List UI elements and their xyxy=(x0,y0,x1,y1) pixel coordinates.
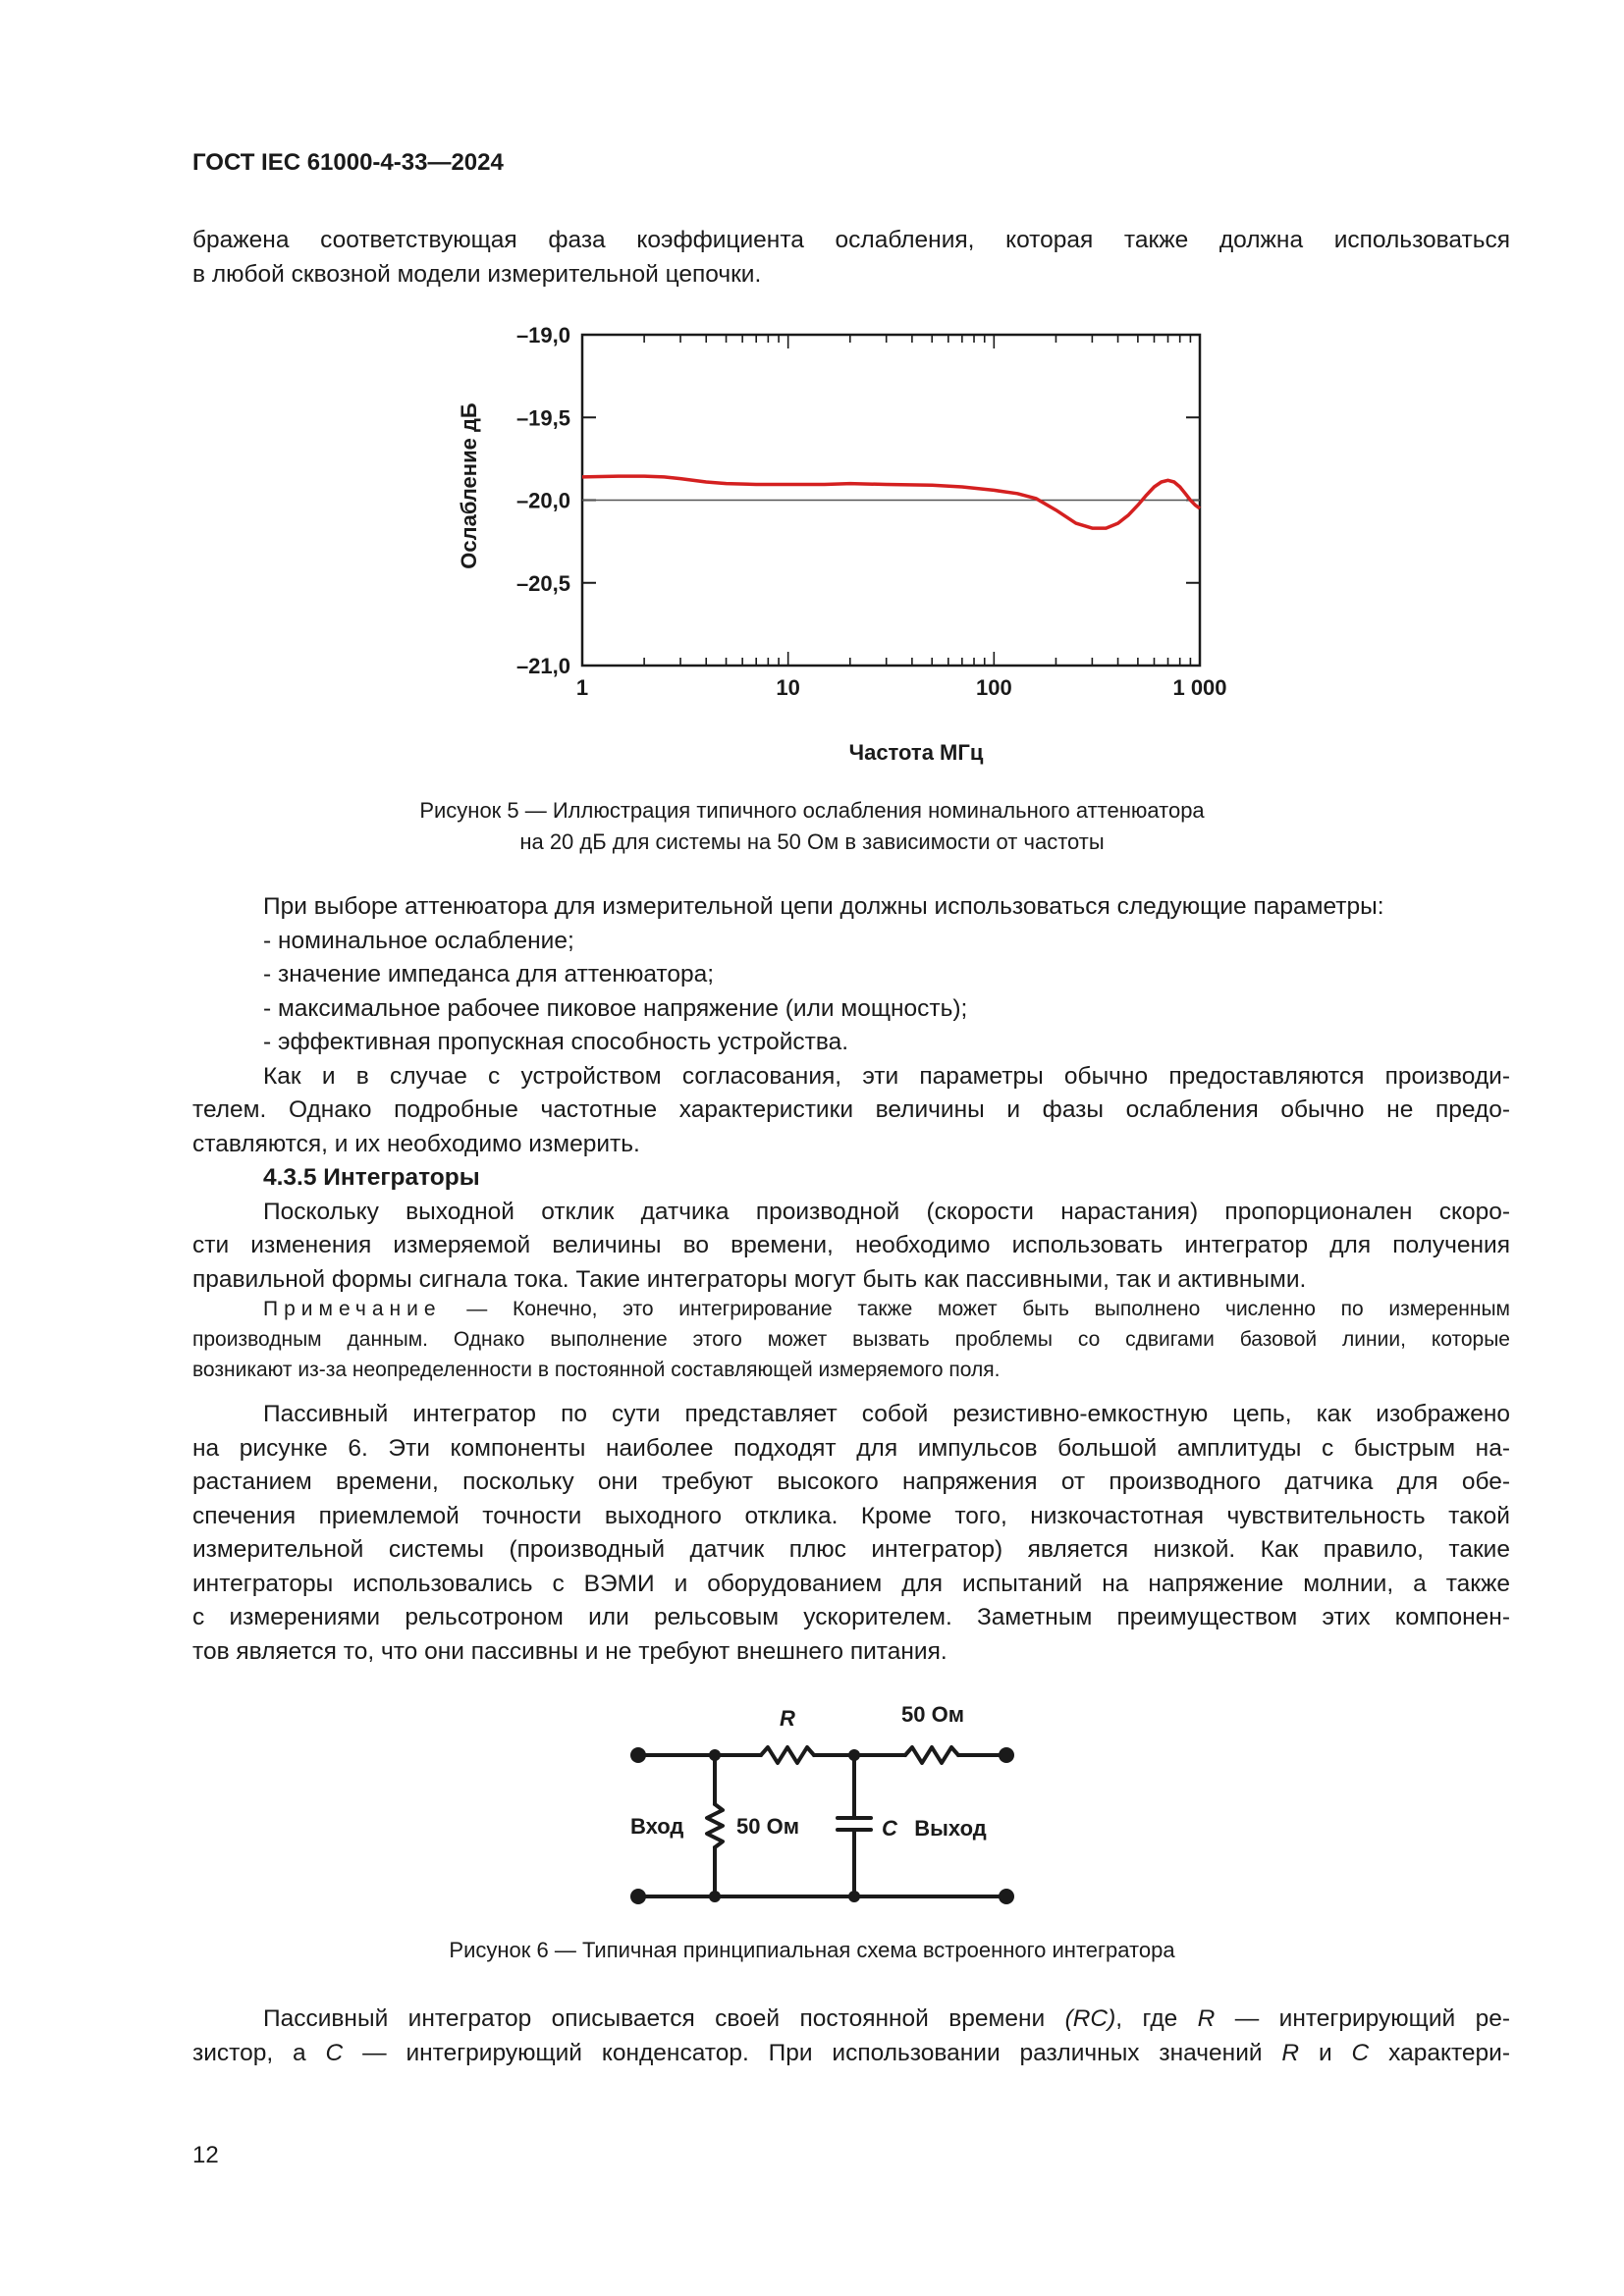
input-terminal xyxy=(630,1747,646,1763)
passive-integrator-paragraph xyxy=(192,1398,1510,1669)
chart-y-axis-label: Ослабление дБ xyxy=(457,402,481,569)
note-label: Примечание xyxy=(263,1298,442,1320)
text-run: , где xyxy=(1115,2005,1198,2032)
input-terminal xyxy=(630,1889,646,1904)
x-tick-label: 1 000 xyxy=(1172,675,1227,700)
text-line: интеграторы использовались с ВЭМИ и оборудованием для испытаний на напряжение молнии, а также xyxy=(192,1570,1510,1597)
x-tick-label: 10 xyxy=(776,675,800,700)
text-line: Поскольку выходной отклик датчика производной (скорости нарастания) пропорционален скоро- xyxy=(263,1198,1510,1225)
junction-dot xyxy=(709,1891,721,1902)
y-tick-label: –19,0 xyxy=(515,323,570,347)
label-c: C xyxy=(882,1816,897,1841)
note-block xyxy=(192,1294,1510,1385)
text-run: — интегрирующий ре- xyxy=(1215,2005,1510,2032)
text-line: бражена соответствующая фаза коэффициента ослабления, которая также должна использоваться xyxy=(192,227,1510,253)
text-line: в любой сквозной модели измерительной цепочки. xyxy=(192,260,762,288)
text-line: с измерениями рельсотроном или рельсовым ускорителем. Заметным преимуществом этих компонен- xyxy=(192,1604,1510,1630)
text-line: Пассивный интегратор по сути представляет собой резистивно-емкостную цепь, как изображено xyxy=(263,1401,1510,1427)
text-line xyxy=(192,2002,1510,2037)
x-tick-label: 100 xyxy=(975,675,1012,700)
y-tick-label: –20,0 xyxy=(515,488,570,513)
y-tick-label: –21,0 xyxy=(515,654,570,678)
chart-x-axis-label: Частота МГц xyxy=(848,740,984,765)
attenuation-chart xyxy=(432,319,1276,771)
note-line: производным данным. Однако выполнение этого может вызвать проблемы со сдвигами базовой линии, которые xyxy=(192,1328,1510,1351)
text-line xyxy=(192,2037,1510,2071)
text-run: и xyxy=(1299,2039,1352,2066)
document-header: ГОСТ IEC 61000-4-33—2024 xyxy=(192,149,504,176)
text-line: растанием времени, поскольку они требуют высокого напряжения от производного датчика для обе- xyxy=(192,1468,1510,1495)
text-run: — интегрирующий конденсатор. При использовании различных значений xyxy=(343,2039,1282,2066)
integrator-circuit-diagram xyxy=(609,1669,1041,1904)
text-line: спечения приемлемой точности выходного отклика. Кроме того, низкочастотная чувствительность такой xyxy=(192,1502,1510,1529)
note-line: возникают из-за неопределенности в постоянной составляющей измеряемого поля. xyxy=(192,1359,1001,1381)
intro-paragraph xyxy=(192,224,1510,292)
text-run: зистор, а xyxy=(192,2039,326,2066)
x-tick-label: 1 xyxy=(575,675,589,700)
text-line: телем. Однако подробные частотные характеристики величины и фазы ослабления обычно не предо- xyxy=(192,1096,1510,1123)
junction-dot xyxy=(709,1749,721,1761)
list-item: - значение импеданса для аттенюатора; xyxy=(263,961,715,988)
text-run: Пассивный интегратор описывается своей постоянной времени xyxy=(263,2005,1065,2032)
chart-series xyxy=(582,476,1200,528)
resistor-50-out-symbol xyxy=(905,1747,958,1763)
y-tick-label: –20,5 xyxy=(515,570,570,596)
text-run: характери- xyxy=(1369,2039,1510,2066)
label-50-ohm-output: 50 Ом xyxy=(901,1702,964,1727)
note-text: — Конечно, это интегрирование также может быть выполнено численно по измеренным xyxy=(441,1298,1510,1320)
label-50-ohm-shunt: 50 Ом xyxy=(736,1814,799,1839)
parameters-section xyxy=(192,890,1510,1297)
text-line: ставляются, и их необходимо измерить. xyxy=(192,1130,640,1157)
caption-line: Рисунок 5 — Иллюстрация типичного ослабления номинального аттенюатора xyxy=(419,798,1205,823)
y-tick-label: –19,5 xyxy=(515,405,570,431)
italic-r: R xyxy=(1197,2005,1216,2032)
section-heading: 4.3.5 Интеграторы xyxy=(263,1164,480,1191)
page-number: 12 xyxy=(192,2142,219,2168)
parameters-lead: При выборе аттенюатора для измерительной цепи должны использоваться следующие параметры: xyxy=(263,893,1384,920)
figure-5-caption xyxy=(0,795,1624,858)
italic-c: C xyxy=(1351,2039,1370,2066)
text-line: тов является то, что они пассивны и не требуют внешнего питания. xyxy=(192,1637,947,1665)
list-item: - максимальное рабочее пиковое напряжение (или мощность); xyxy=(263,994,968,1022)
closing-paragraph xyxy=(192,2002,1510,2070)
text-line: измерительной системы (производный датчик плюс интегратор) является низкой. Как правило, такие xyxy=(192,1536,1510,1563)
list-item: - номинальное ослабление; xyxy=(263,927,574,954)
text-line: правильной формы сигнала тока. Такие интеграторы могут быть как пассивными, так и активными. xyxy=(192,1265,1307,1293)
resistor-50-in-symbol xyxy=(707,1804,723,1847)
italic-rc: (RC) xyxy=(1064,2005,1116,2032)
note-line xyxy=(192,1294,1510,1324)
output-terminal xyxy=(999,1747,1014,1763)
label-r: R xyxy=(780,1706,795,1731)
figure-6-caption: Рисунок 6 — Типичная принципиальная схема встроенного интегратора xyxy=(449,1938,1175,1962)
italic-c: C xyxy=(325,2039,344,2066)
attenuation-series-line xyxy=(582,476,1200,528)
label-output: Выход xyxy=(914,1816,987,1841)
text-line: Как и в случае с устройством согласования, эти параметры обычно предоставляются производи- xyxy=(263,1062,1510,1090)
junction-dot xyxy=(848,1749,860,1761)
junction-dot xyxy=(848,1891,860,1902)
label-input: Вход xyxy=(630,1814,684,1839)
resistor-r-symbol xyxy=(761,1747,814,1763)
chart-x-tick-labels xyxy=(576,675,1227,700)
chart-y-tick-labels xyxy=(516,323,570,678)
list-item: - эффективная пропускная способность устройства. xyxy=(263,1029,849,1055)
italic-r: R xyxy=(1281,2039,1300,2066)
output-terminal xyxy=(999,1889,1014,1904)
caption-line: на 20 дБ для системы на 50 Ом в зависимости от частоты xyxy=(519,829,1105,854)
text-line: на рисунке 6. Эти компоненты наиболее подходят для импульсов большой амплитуды с быстрым на- xyxy=(192,1434,1510,1462)
text-line: сти изменения измеряемой величины во времени, необходимо использовать интегратор для получения xyxy=(192,1232,1510,1258)
